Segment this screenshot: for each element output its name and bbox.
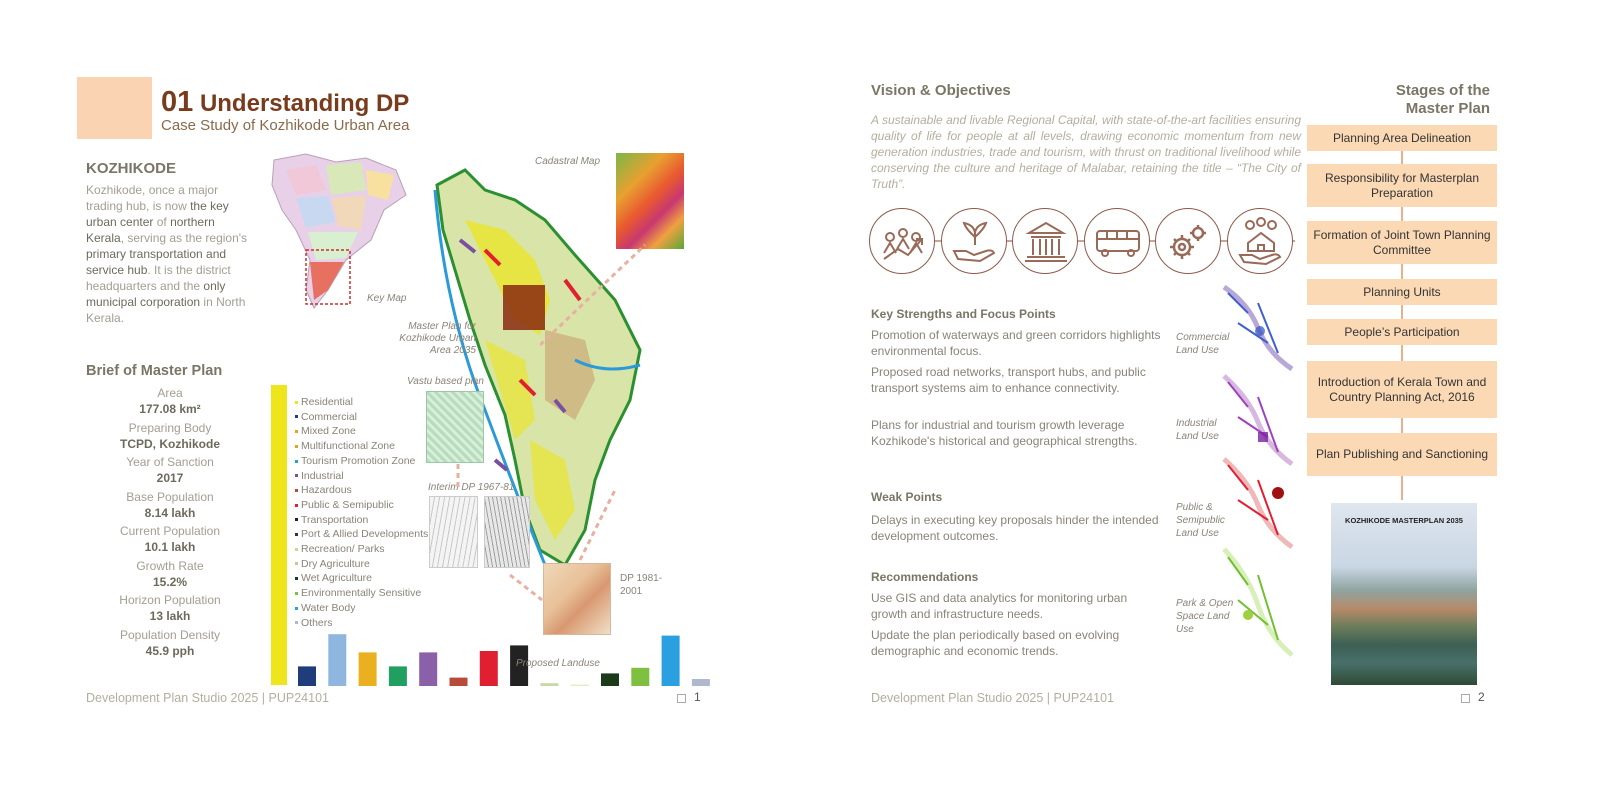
cadastral-connector [540,240,650,350]
kozhikode-text-part: of [153,215,171,229]
legend-label: Water Body [301,601,356,614]
legend-label: Commercial [301,410,358,423]
legend-item [295,499,394,511]
title-accent-box [77,77,152,139]
landuse-bar [480,651,498,686]
legend-item [295,484,352,496]
legend-swatch [295,592,298,595]
stat-value: 10.1 lakh [144,540,196,554]
industrial-landuse-label: Industrial Land Use [1176,418,1219,442]
legend-label: Environmentally Sensitive [301,587,422,600]
legend-item [295,528,428,540]
stage-connector [1401,345,1403,361]
stat-value: 177.08 km² [139,402,201,416]
page-marker-1 [677,694,686,703]
legend-swatch [295,489,298,492]
legend-swatch [295,460,298,463]
weak-points-heading: Weak Points [871,490,943,504]
stage-item: Responsibility for Masterplan Preparation [1307,164,1497,207]
stat-label: Population Density [119,627,221,642]
vision-text: A sustainable and livable Regional Capital, with state-of-the-art facilities ensuring quality of life for people at all levels, drawing economic momentum from new generation industries, trade and tourism, with thrust on traditional livelihood while conserving the culture and heritage of Malabar, retaining the title – “The City of Truth”. [871,113,1301,191]
legend-label: Industrial [301,469,344,482]
vision-heading: Vision & Objectives [871,82,1011,99]
landuse-bar [631,668,649,686]
stat-label: Area [157,386,183,400]
page-number-2: 2 [1478,690,1485,704]
legend-item [295,558,370,570]
page-marker-2 [1461,694,1470,703]
stat-label: Year of Sanction [126,455,214,469]
legend-swatch [295,607,298,610]
brief-heading: Brief of Master Plan [86,363,223,379]
stat-label: Base Population [126,489,214,504]
interim-dp-label: Interim DP 1967-81 [428,482,515,493]
legend-label: Others [301,616,333,629]
dp-1981-label: DP 1981-2001 [620,573,663,597]
strength-item-1: Promotion of waterways and green corridors highlights environmental focus. [871,328,1161,358]
legend-item [295,572,372,584]
residential-bar [271,385,287,685]
kozhikode-text-part: primary transportation and service hub [86,247,227,277]
kozhikode-text-part: Kozhikode, once a major trading hub, is now [86,183,219,213]
legend-swatch [295,445,298,448]
legend-item [295,396,353,408]
stat-value: 45.9 pph [145,643,195,658]
legend-swatch [295,518,298,521]
landuse-bar [328,634,346,686]
park-landuse-map [1218,545,1298,660]
landuse-bar [389,666,407,686]
stat-value: 2017 [156,471,184,485]
stage-connector [1401,418,1403,433]
legend-item [295,587,421,599]
bus-transport-icon [1084,208,1150,274]
key-map-label: Key Map [367,293,407,304]
commercial-landuse-map [1218,283,1298,373]
legend-item [295,411,357,423]
legend-swatch [295,562,298,565]
title-number: 01 [161,86,194,118]
legend-item [295,514,368,526]
legend-item [295,455,415,467]
stage-item: People’s Participation [1307,319,1497,345]
legend-label: Tourism Promotion Zone [301,454,416,467]
weak-point-item: Delays in executing key proposals hinder the intended development outcomes. [871,513,1159,543]
legend-label: Wet Agriculture [301,572,373,585]
legend-label: Public & Semipublic [301,498,394,511]
legend-label: Port & Allied Developments [301,528,429,541]
legend-swatch [295,504,298,507]
kozhikode-description [86,182,248,326]
legend-swatch [295,533,298,536]
landuse-bar [359,652,377,686]
masterplan-cover-image [1331,503,1477,685]
landuse-bar [419,652,437,686]
landuse-bar [601,673,619,686]
community-growth-icon [869,208,935,274]
stat-value: TCPD, Kozhikode [119,436,220,451]
public-landuse-map [1218,455,1298,550]
kozhikode-text-part: in North Kerala. [86,295,246,325]
legend-label: Hazardous [301,484,352,497]
kozhikode-heading: KOZHIKODE [86,160,176,177]
dp-connectors [450,460,620,610]
kozhikode-text-part: the key urban center [86,199,229,229]
smart-home-icon [1227,208,1293,274]
kozhikode-text-part: , serving as the region's [120,231,248,245]
cadastral-map-label: Cadastral Map [535,156,601,167]
stat-label: Current Population [119,524,221,538]
legend-swatch [295,577,298,580]
page-title [161,86,409,119]
heritage-building-icon [1012,208,1078,274]
stat-label: Preparing Body [128,420,212,435]
stat-value: 13 lakh [149,609,191,623]
landuse-bar [662,636,680,686]
commercial-landuse-label: Commercial Land Use [1176,332,1230,356]
strength-item-2: Proposed road networks, transport hubs, and public transport systems aim to enhance connectivity. [871,365,1146,395]
recommendation-item-2: Update the plan periodically based on evolving demographic and economic trends. [871,628,1120,658]
kozhikode-text-part: . It is the district headquarters and the [86,263,231,293]
legend-item [295,470,344,482]
stages-title: Stages of the Master Plan [1395,82,1490,117]
legend-item [295,617,333,629]
stat-value: 15.2% [152,574,188,589]
kozhikode-text-part: only municipal corporation [86,279,226,309]
stage-item: Planning Units [1307,279,1497,305]
footer-page1: Development Plan Studio 2025 | PUP24101 [86,691,329,705]
legend-label: Residential [301,396,353,408]
stage-connector [1401,207,1403,221]
legend-swatch [295,621,298,624]
stage-connector [1401,305,1403,319]
recommendations-heading: Recommendations [871,570,979,584]
master-plan-label: Master Plan for Kozhikode Urban Area 2035 [399,321,476,356]
vastu-plan-image [426,391,484,463]
stage-item: Plan Publishing and Sanctioning [1307,433,1497,476]
strength-item-3: Plans for industrial and tourism growth leverage Kozhikode's historical and geographical strengths. [871,418,1138,448]
legend-swatch [295,415,298,418]
legend-label: Transportation [301,513,369,526]
legend-item [295,602,355,614]
stage-connector [1401,151,1403,164]
legend-item [295,543,384,555]
environment-plant-icon [941,208,1007,274]
legend-swatch [295,474,298,477]
legend-label: Mixed Zone [301,425,356,438]
strengths-heading: Key Strengths and Focus Points [871,307,1056,321]
landuse-bar [540,683,558,686]
stage-connector [1401,264,1403,279]
landuse-bar-chart [290,630,710,686]
page-number-1: 1 [694,690,701,704]
title-text: Understanding DP [199,90,410,117]
industry-gears-icon [1155,208,1221,274]
stat-value: 8.14 lakh [144,505,196,520]
stage-item: Planning Area Delineation [1307,125,1497,151]
legend-item [295,440,395,452]
landuse-bar [571,685,589,686]
stat-label: Horizon Population [119,593,221,607]
public-landuse-label: Public & Semipublic Land Use [1176,502,1225,539]
recommendation-item-1: Use GIS and data analytics for monitoring urban growth and infrastructure needs. [871,591,1128,621]
proposed-landuse-label: Proposed Landuse [516,658,600,669]
legend-label: Dry Agriculture [301,557,370,570]
cover-title: KOZHIKODE MASTERPLAN 2035 [1345,516,1463,525]
landuse-bar [450,678,468,686]
legend-swatch [295,548,298,551]
stat-label: Growth Rate [136,558,204,573]
industrial-landuse-map [1218,372,1298,467]
legend-swatch [295,401,298,404]
stage-item: Formation of Joint Town Planning Committee [1307,221,1497,264]
footer-page2: Development Plan Studio 2025 | PUP24101 [871,691,1114,705]
legend-label: Multifunctional Zone [301,440,395,453]
kozhikode-text-part: northern Kerala [86,215,215,245]
legend-item [295,425,356,437]
legend-swatch [295,430,298,433]
stage-item: Introduction of Kerala Town and Country Planning Act, 2016 [1307,361,1497,418]
park-landuse-label: Park & Open Space Land Use [1176,598,1234,635]
landuse-bar [692,679,710,686]
stage-connector [1401,476,1403,500]
legend-label: Recreation/ Parks [301,543,385,555]
kerala-key-map [266,150,416,310]
landuse-bar [298,666,316,686]
page-subtitle: Case Study of Kozhikode Urban Area [161,117,410,134]
vastu-plan-label: Vastu based plan [407,376,484,387]
